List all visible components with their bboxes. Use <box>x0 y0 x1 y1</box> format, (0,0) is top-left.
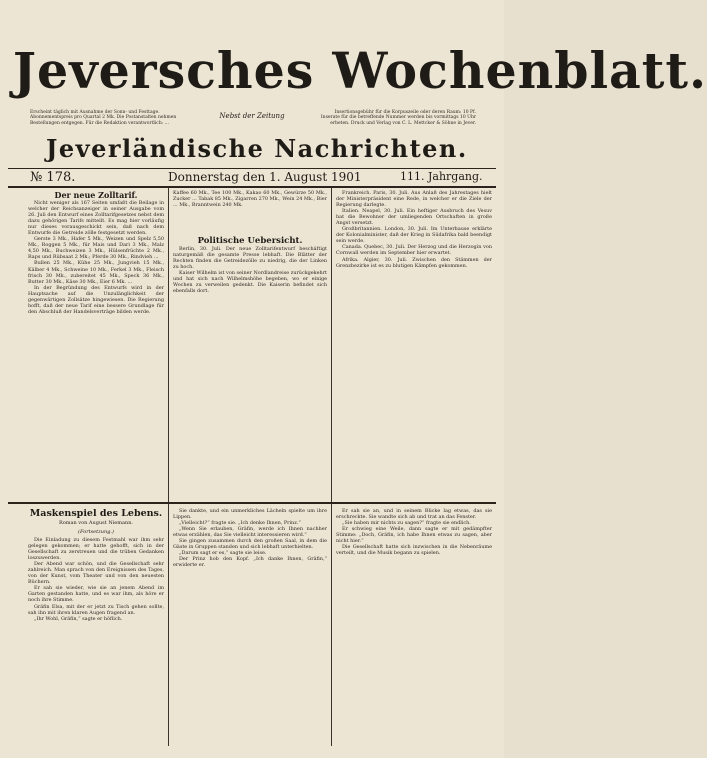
column-divider-1 <box>168 188 169 746</box>
novel-title: Maskenspiel des Lebens. <box>29 508 163 519</box>
issue-number: № 178. <box>30 170 76 185</box>
paragraph: „Wenn Sie erlauben, Gräfin, werde ich Ihnen nachher etwas erzählen, das Sie vielleicht interessieren wird.“ <box>173 526 327 539</box>
paragraph: „Sie haben mir nichts zu sagen?“ fragte sie endlich. <box>342 520 471 527</box>
column-divider-2 <box>331 188 332 746</box>
paragraph: Italien. Neapel, 30. Juli. Ein heftiger Ausbruch des Vesuv hat die Bewohner der umliegenden Ortschaften in große Angst versetzt. <box>336 208 492 227</box>
paragraph: Die Einladung zu diesem Festmahl war ihm sehr gelegen gekommen; er hatte gehofft, sich in der Gesellschaft zu zerstreuen und die trüben Gedanken loszuwerden. <box>28 537 164 562</box>
paragraph: Bullen 25 Mk., Kühe 25 Mk., Jungvieh 15 Mk., Kälber 4 Mk., Schweine 10 Mk., Ferkel 3 Mk., Fleisch frisch 30 Mk., zubereitet 45 Mk., Speck 36 Mk., Butter 30 Mk., Käse 30 Mk., Eier 6 Mk. ... <box>28 260 164 285</box>
article-zolltarif <box>28 190 164 498</box>
paragraph: Frankreich. Paris, 30. Juli. Aus Anlaß des Jahrestages hielt der Ministerpräsident eine Rede, in welcher er die Ziele der Regierung darlegte. <box>336 190 492 209</box>
paragraph: Sie dankte, und ein unmerkliches Lächeln spielte um ihre Lippen. <box>173 508 327 521</box>
paragraph: Berlin, 30. Juli. Der neue Zolltarifentwurf beschäftigt naturgemäß die gesamte Presse lebhaft. Die Blätter der Rechten finden die Getreidezölle zu niedrig, die der Linken zu hoch. <box>173 246 327 271</box>
subtitle: Jeverländische Nachrichten. <box>46 134 468 163</box>
feuilleton-continued <box>173 508 327 746</box>
paragraph: „Vielleicht?“ fragte sie. „Ich denke Ihnen, Prinz.“ <box>179 520 301 527</box>
paragraph: Afrika. Algier, 30. Juli. Zwischen den Stämmen der Grenzbezirke ist es zu blutigen Kämpfen gekommen. <box>336 256 492 269</box>
article-title: Der neue Zolltarif. <box>54 190 138 200</box>
paragraph: „Ihr Wohl, Gräfin,“ sagte er höflich. <box>34 615 123 622</box>
article-body <box>28 200 164 496</box>
article-title: Politische Uebersicht. <box>197 236 303 246</box>
paragraph: Der Prinz hob den Kopf. „Ich danke Ihnen, Gräfin,“ erwiderte er. <box>173 556 327 569</box>
supplement-note: Nebst der Zeitung <box>219 112 285 120</box>
article-ausland <box>336 190 492 496</box>
paragraph: Großbritannien. London, 30. Juli. Im Unterhause erklärte der Kolonialminister, daß der Krieg in Südafrika bald beendigt sein werde. <box>336 226 492 245</box>
novel-body <box>28 537 164 729</box>
masthead-title: Jeversches Wochenblatt. <box>12 41 707 100</box>
feuilleton-right <box>336 508 492 746</box>
article-politik <box>173 190 327 496</box>
paragraph: Kaiser Wilhelm ist von seiner Nordlandreise zurückgekehrt und hat sich nach Wilhelmshöhe begeben, wo er einige Wochen zu verweilen gedenkt. Die Kaiserin befindet sich ebenfalls dort. <box>173 270 327 295</box>
issue-year: 111. Jahrgang. <box>400 170 483 183</box>
paragraph: Nicht weniger als 167 Seiten umfaßt die Beilage in welcher der Reichsanzeiger in seiner Ausgabe vom 26. Juli den Entwurf eines Zolltarifgesetzes nebst dem dazu gehörigen Tarifs mitteilt. Es mag hier vorläufig nur dieses vorausgeschickt sein, daß nach dem Entwurfe die Getreide zölle festgesetzt werden. <box>28 200 164 237</box>
paragraph: Er schwieg eine Weile, dann sagte er mit gedämpfter Stimme: „Doch, Gräfin, ich habe Ihnen etwas zu sagen, aber nicht hier.“ <box>336 526 492 545</box>
continuation-note: (Fortsetzung.) <box>78 529 114 535</box>
novel-author: Roman von August Niemann. <box>58 520 134 526</box>
paragraph: Er sah sie an, und in seinem Blicke lag etwas, das sie erschreckte. Sie wandte sich ab und trat an das Fenster. <box>336 508 492 521</box>
tariff-continuation: Kaffee 60 Mk., Tee 100 Mk., Kakao 60 Mk., Gewürze 50 Mk., Zucker ... Tabak 85 Mk., Zigarren 270 Mk., Wein 24 Mk., Bier ... Mk., Branntwein 240 Mk. <box>173 190 327 209</box>
article-body <box>173 246 327 494</box>
feuilleton-novel <box>28 508 164 748</box>
paragraph: Sie gingen zusammen durch den großen Saal, in dem die Gäste in Gruppen standen und sich lebhaft unterhielten. <box>173 538 327 551</box>
paragraph: Der Abend war schön, und die Gesellschaft sehr zahlreich. Man sprach von den Ereignissen des Tages, von der Kunst, vom Theater und von den neuesten Büchern. <box>28 561 164 586</box>
advertising-note: Insertionsgebühr für die Korpuszeile oder deren Raum: 10 Pf. Inserate für die betreffende Nummer werden bis vormittags 10 Uhr erbeten. Druck und Verlag von C. L. Mettcker & Söhne in Jever. <box>320 110 476 126</box>
paragraph: Die Gesellschaft hatte sich inzwischen in die Nebenräume verteilt, und die Musik begann zu spielen. <box>336 544 492 557</box>
paragraph: „Darum sagt er es,“ sagte sie leise. <box>179 550 267 557</box>
paragraph: Gräfin Elsa, mit der er jetzt zu Tisch gehen sollte, sah ihn mit ihren klaren Augen fragend an. <box>28 603 164 616</box>
header-rule-top <box>8 168 496 169</box>
feuilleton-rule <box>8 502 496 504</box>
subscription-note: Erscheint täglich mit Ausnahme der Sonn- und Festtage. Abonnementspreis pro Quartal 2 Mk. Die Postanstalten nehmen Bestellungen entgegen. Für die Redaktion verantwortlich: ... <box>30 110 177 126</box>
paragraph: In der Begründung des Entwurfs wird in der Hauptsache auf die Unzulänglichkeit der gegenwärtigen Zollsätze hingewiesen. Die Regierung hofft, daß der neue Tarif eine bessere Grundlage für den Abschluß der Handelsverträge bilden werde. <box>28 284 164 315</box>
paragraph: Canada. Quebec, 30. Juli. Der Herzog und die Herzogin von Cornwall werden im September hier erwartet. <box>336 244 492 257</box>
header-rule-bottom <box>8 186 496 188</box>
paragraph: Er sah sie wieder, wie sie an jenem Abend im Garten gestanden hatte, und es war ihm, als höre er noch ihre Stimme. <box>28 585 164 604</box>
paragraph: Gerste 3 Mk., Hafer 5 Mk., Weizen und Spelz 5,50 Mk., Roggen 5 Mk., für Mais und Dari 3 Mk., Malz 4,50 Mk., Buchweizen 3 Mk., Hülsenfrüchte 2 Mk., Raps und Rübsaat 2 Mk.; Pferde 30 Mk., Rindvieh ... <box>28 236 164 261</box>
issue-date: Donnerstag den 1. August 1901 <box>168 170 362 184</box>
